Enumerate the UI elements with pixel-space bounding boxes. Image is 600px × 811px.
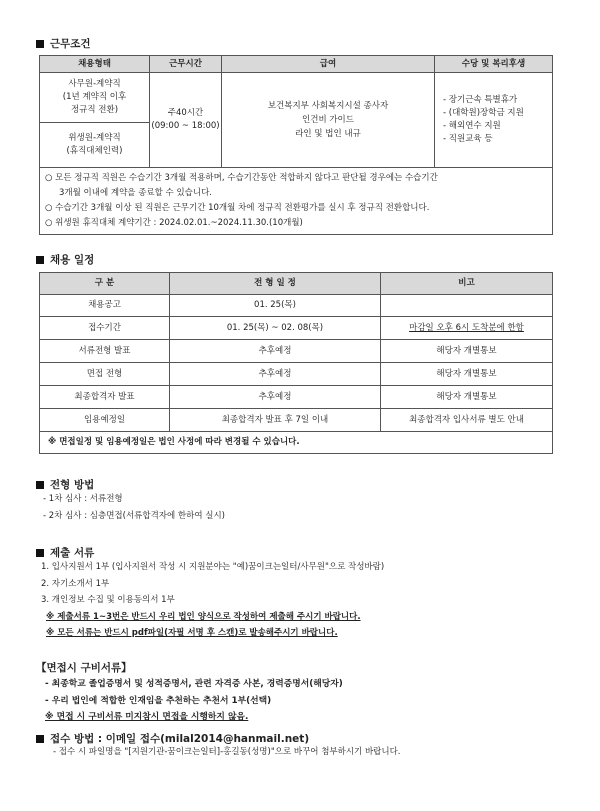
list-item: - 접수 시 파일명을 "[지원기관-꿈이크는일터]-홍길동(성명)"으로 바꾸어 첨부하시기 바랍니다. [53, 747, 401, 757]
header-salary: 급여 [222, 56, 435, 73]
list-item: - 1차 심사 : 서류전형 [43, 494, 123, 504]
interview-docs-heading: 【면접시 구비서류】 [36, 662, 132, 674]
note-line: 3개월 이내에 계약을 종료할 수 있습니다. [59, 188, 212, 198]
conditions-notes [40, 168, 553, 235]
section-heading-documents: 제출 서류 [36, 545, 94, 560]
header-date: 전 형 일 정 [170, 273, 381, 295]
type-office-worker: 사무원-계약직 (1년 계약직 이후 정규직 전환) [40, 73, 150, 123]
stage-cell: 임용예정일 [40, 409, 170, 432]
interview-warning: ※ 면접 시 구비서류 미지참시 면접을 시행하지 않음. [45, 712, 249, 722]
stage-cell: 최종합격자 발표 [40, 386, 170, 409]
date-cell: 추후예정 [170, 386, 381, 409]
benefits-list: - 장기근속 특별휴가 - (대학원)장학금 지원 - 해외연수 지원 - 직원교육 등 [435, 73, 553, 168]
stage-cell: 면접 전형 [40, 363, 170, 386]
date-cell: 01. 25(목) ~ 02. 08(목) [170, 317, 381, 340]
date-cell: 추후예정 [170, 340, 381, 363]
table-row [40, 295, 553, 317]
apply-list [53, 744, 401, 761]
header-employment-type: 채용형태 [40, 56, 150, 73]
note-line: ○ 수습기간 3개월 이상 된 직원은 근무기간 10개월 차에 정규직 전환평가를 실시 후 정규직 전환합니다. [45, 203, 430, 213]
note-cell: 최종합격자 입사서류 별도 안내 [381, 409, 553, 432]
table-row [40, 317, 553, 340]
date-cell: 최종합격자 발표 후 7일 이내 [170, 409, 381, 432]
note-cell: 마감일 오후 6시 도착분에 한함 [381, 317, 553, 340]
table-row [40, 363, 553, 386]
section-heading-method: 전형 방법 [36, 477, 94, 492]
date-cell: 추후예정 [170, 363, 381, 386]
note-line: ○ 모든 정규직 직원은 수습기간 3개월 적용하며, 수습기간동안 적합하지 않다고 판단될 경우에는 수습기간 [45, 173, 438, 183]
salary-value: 보건복지부 사회복지시설 종사자 인건비 가이드 라인 및 법인 내규 [222, 73, 435, 168]
list-item: 3. 개인정보 수집 및 이용동의서 1부 [41, 595, 175, 605]
documents-warning: ※ 제출서류 1~3번은 반드시 우리 법인 양식으로 작성하여 제출해 주시기 바랍니다. [46, 611, 361, 622]
method-list [43, 491, 225, 524]
list-item: - 2차 심사 : 심층면접(서류합격자에 한하여 실시) [43, 510, 225, 521]
table-row [40, 340, 553, 363]
conditions-table [39, 55, 553, 235]
table-row [40, 409, 553, 432]
interview-docs-list [45, 676, 343, 726]
documents-list [41, 559, 384, 642]
schedule-footnote: ※ 면접일정 및 임용예정일은 법인 사정에 따라 변경될 수 있습니다. [40, 432, 553, 454]
note-cell: 해당자 개별통보 [381, 340, 553, 363]
header-stage: 구 분 [40, 273, 170, 295]
schedule-table [39, 272, 553, 454]
list-item: - 우리 법인에 적합한 인재임을 추천하는 추천서 1부(선택) [45, 695, 272, 706]
note-cell [381, 295, 553, 317]
square-bullet-icon [36, 549, 44, 557]
note-cell: 해당자 개별통보 [381, 386, 553, 409]
header-benefits: 수당 및 복리후생 [435, 56, 553, 73]
work-hours-value: 주40시간 (09:00 ~ 18:00) [150, 73, 222, 168]
stage-cell: 서류전형 발표 [40, 340, 170, 363]
stage-cell: 접수기간 [40, 317, 170, 340]
header-work-hours: 근무시간 [150, 56, 222, 73]
note-line: ○ 위생원 휴직대체 계약기간 : 2024.02.01.~2024.11.30.(10개월) [45, 218, 303, 228]
documents-warning: ※ 모든 서류는 반드시 pdf파일(자필 서명 후 스캔)로 발송해주시기 바랍니다. [46, 628, 338, 638]
list-item: - 최종학교 졸업증명서 및 성적증명서, 관련 자격증 사본, 경력증명서(해당자) [45, 679, 343, 689]
square-bullet-icon [36, 40, 44, 48]
date-cell: 01. 25(목) [170, 295, 381, 317]
header-note: 비고 [381, 273, 553, 295]
square-bullet-icon [36, 481, 44, 489]
section-heading-apply: 접수 방법 : 이메일 접수(milal2014@hanmail.net) [36, 731, 309, 746]
note-cell: 해당자 개별통보 [381, 363, 553, 386]
section-heading-conditions: 근무조건 [36, 36, 91, 51]
square-bullet-icon [36, 256, 44, 264]
square-bullet-icon [36, 735, 44, 743]
list-item: 1. 입사지원서 1부 (입사지원서 작성 시 지원분야는 "예)꿈이크는일터/사무원"으로 작성바람) [41, 562, 385, 572]
stage-cell: 채용공고 [40, 295, 170, 317]
type-sanitation-worker: 위생원-계약직 (휴직대체인력) [40, 123, 150, 168]
section-heading-schedule: 채용 일정 [36, 252, 94, 267]
table-row [40, 386, 553, 409]
list-item: 2. 자기소개서 1부 [41, 578, 110, 589]
